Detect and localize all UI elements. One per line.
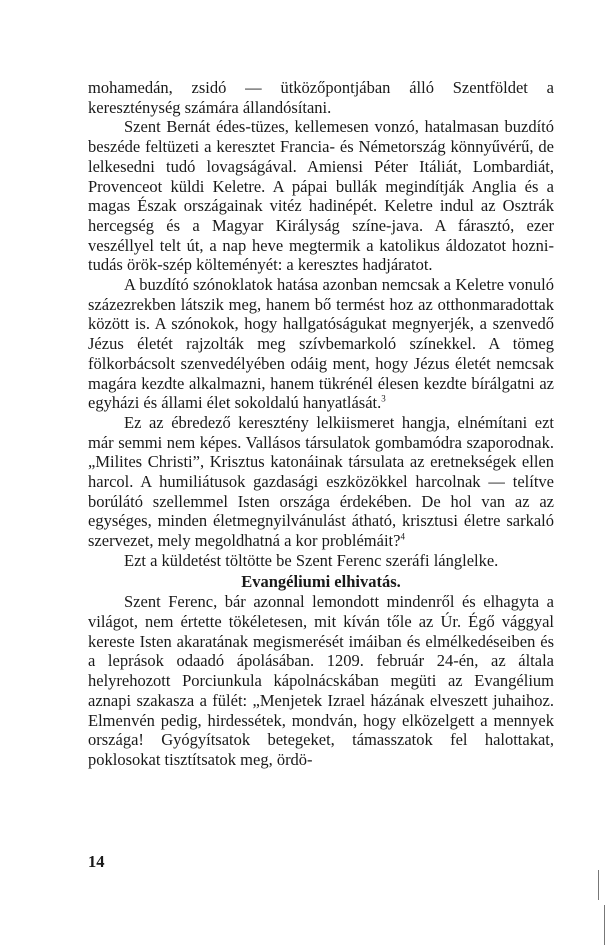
paragraph-text: Ezt a küldetést töltötte be Szent Ferenc szeráfi lánglelke. (124, 550, 499, 570)
page-body (88, 78, 554, 770)
paragraph (88, 551, 554, 571)
paragraph-text: Szent Bernát édes-tüzes, kellemesen vonzó, hatalmasan buzdító beszéde feltüzeti a keresztet Francia- és Németország könnyűvérű, de lelkesedni tudó lovagságával. Amiensi Péter Itáliát, Lombardiát, Provenceot küldi Keletre. A pápai bullák megindítják Anglia és a magas Észak országainak vitéz hadinépét. Keletre indul az Osztrák hercegség és a Magyar Királyság színe-java. A fárasztó, ezer veszéllyel telt út, a nap heve megtermik a katolikus áldozatot hozni-tudás örök-szép költeményét: a keresztes hadjáratot. (88, 117, 554, 275)
paragraph-text: Szent Ferenc, bár azonnal lemondott mindenről és elhagyta a világot, nem értette tökéletesen, mit kíván tőle az Úr. Égő vággyal kereste Isten akaratának megismerését imáiban és elmélkedéseiben és a leprások odaadó ápolásában. 1209. február 24-én, az általa helyrehozott Porciunkula kápolnácskában megüti az Evangélium aznapi szakasza a fülét: „Menjetek Izrael házának elveszett juhaihoz. Elmenvén pedig, hirdessétek, mondván, hogy elközelgett a mennyek országa! Gyógyítsatok betegeket, támasszatok fel halottakat, poklosokat tisztítsatok meg, ördö- (88, 592, 554, 769)
footnote-marker: 3 (381, 393, 386, 404)
page-edge-mark (598, 870, 599, 900)
page-number: 14 (88, 852, 105, 871)
paragraph (88, 413, 554, 551)
footnote-marker: 4 (400, 531, 405, 542)
paragraph-text: Ez az ébredező keresztény lelkiismeret hangja, elnémítani ezt már semmi nem képes. Vallásos társulatok gombamódra szaporodnak. „Milites Christi”, Krisztus katonáinak társulata az eretnekségek ellen harcol. A humiliátusok gazdasági eszközökkel harcolnak — telítve borúlátó szellemmel Isten országa érdekében. De hol van az az egységes, minden életmegnyilvánulást átható, krisztusi életre sarkaló szervezet, mely megoldhatná a kor problémáit? (88, 412, 554, 551)
paragraph-continuation (88, 78, 554, 117)
paragraph-text: A buzdító szónoklatok hatása azonban nemcsak a Keletre vonuló százezrekben látszik meg, hanem bő termést hoz az otthonmaradottak között is. A szónokok, hogy hallgatóságukat megnyerjék, a szenvedő Jézus életét rajzolták meg szívbemarkoló színekkel. A tömeg fölkorbácsolt szenvedélyében odáig ment, hogy Jézus életét nemcsak magára kezdte alkalmazni, hanem tükrénél élesen kezdte bírálgatni az egyházi és állami élet sokoldalú hanyatlását. (88, 275, 554, 413)
page-edge-mark (604, 905, 605, 945)
paragraph (88, 117, 554, 275)
paragraph-text: mohamedán, zsidó — ütközőpontjában álló Szentföldet a kereszténység számára állandósítani. (88, 78, 554, 117)
section-heading: Evangéliumi elhivatás. (241, 571, 401, 591)
paragraph (88, 275, 554, 413)
paragraph (88, 592, 554, 769)
